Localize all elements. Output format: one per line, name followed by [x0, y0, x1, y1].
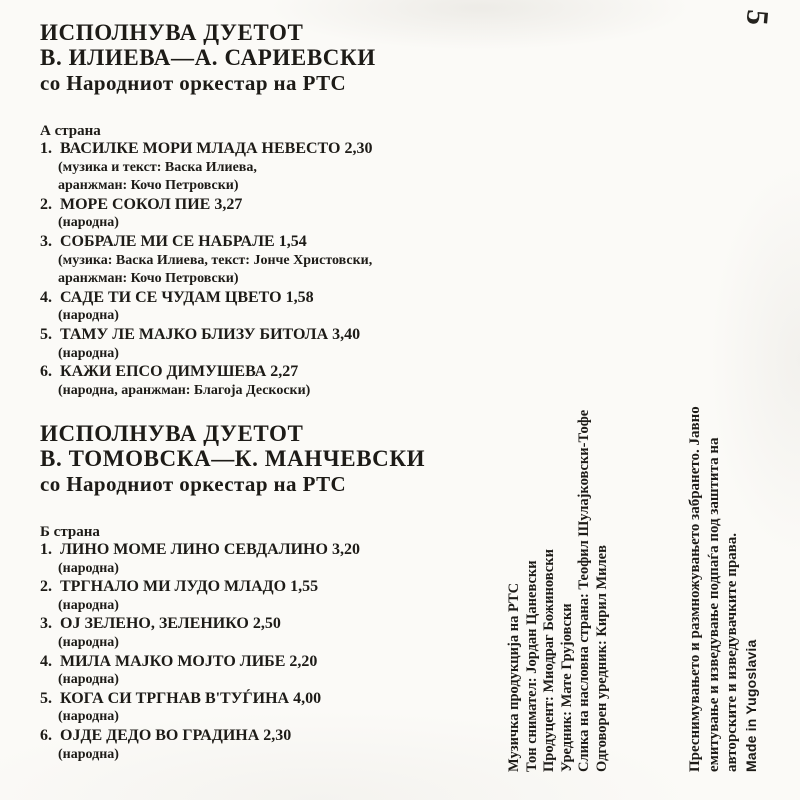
track-duration: 1,58	[285, 288, 314, 306]
track-note: (народна, аранжман: Благоја Дескоски)	[58, 382, 311, 398]
credit-line-cover-art: Слика на насловна страна: Теофил Шулајковски-Тофе	[576, 409, 593, 772]
track-title	[40, 140, 520, 159]
side-a-section	[40, 20, 520, 400]
track-duration: 2,50	[252, 615, 281, 633]
track-title	[40, 727, 520, 746]
track-duration: 1,54	[278, 232, 307, 250]
track-name: ВАСИЛКЕ МОРИ МЛАДА НЕВЕСТО	[60, 140, 341, 157]
credit-line-editor: Уредник: Мате Грујовски	[558, 603, 575, 772]
track-number: 6.	[40, 726, 52, 744]
track-title	[40, 578, 520, 597]
track-number: 4.	[40, 288, 52, 306]
track-note: (народна)	[58, 672, 119, 688]
track-number: 6.	[40, 363, 52, 381]
track-number: 1.	[40, 541, 52, 558]
track-note: (народна)	[58, 560, 119, 576]
track-note: (народна)	[58, 634, 119, 650]
credit-line-production: Музичка продукција на РТС	[506, 582, 522, 772]
track-note: аранжман: Кочо Петровски)	[58, 178, 239, 194]
credit-line-producer: Продуцент: Миодраг Божиновски	[541, 549, 558, 772]
track-duration: 2,30	[263, 726, 292, 744]
track-note: (музика и текст: Васка Илиева,	[58, 159, 257, 175]
track-name: СОБРАЛЕ МИ СЕ НАБРАЛЕ	[60, 232, 275, 250]
credit-line-sound-engineer: Тон снимател: Јордан Цаневски	[523, 560, 540, 772]
track-number: 1.	[40, 140, 52, 157]
track-title	[40, 326, 520, 345]
track-name: ТРГНАЛО МИ ЛУДО МЛАДО	[60, 578, 287, 596]
track-title	[40, 196, 520, 215]
side-a-duet-names: В. ИЛИЕВА—А. САРИЕВСКИ	[40, 45, 376, 70]
track-note: (народна)	[58, 215, 119, 231]
track-number: 3.	[40, 615, 52, 633]
production-credits	[506, 302, 612, 772]
track-duration: 1,55	[290, 578, 319, 596]
track-note: (народна)	[58, 597, 119, 613]
track-number: 3.	[40, 232, 52, 250]
track-duration: 2,30	[344, 140, 373, 157]
side-b-label: Б страна	[40, 524, 100, 540]
corner-press-mark: 5	[739, 8, 776, 27]
track-number: 2.	[40, 578, 52, 596]
track-number: 4.	[40, 652, 52, 670]
track-title	[40, 363, 520, 382]
track-number: 5.	[40, 325, 52, 343]
track-name: МОРЕ СОКОЛ ПИЕ	[60, 195, 211, 213]
legal-line: авторските и изведувачките права.	[724, 532, 741, 772]
track-note: аранжман: Кочо Петровски)	[58, 271, 239, 287]
track-duration: 2,27	[270, 363, 299, 381]
track-duration: 4,00	[293, 689, 322, 707]
track-name: ТАМУ ЛЕ МАЈКО БЛИЗУ БИТОЛА	[60, 325, 329, 343]
track-name: ОЈДЕ ДЕДО ВО ГРАДИНА	[60, 726, 260, 744]
side-b-performer-heading: ИСПОЛНУВА ДУЕТОТ	[40, 421, 304, 446]
legal-notice	[686, 307, 760, 772]
made-in-yugoslavia-line: Made in Yugoslavia	[742, 639, 759, 772]
track-number: 2.	[40, 195, 52, 213]
side-a-performer-heading: ИСПОЛНУВА ДУЕТОТ	[40, 20, 304, 45]
side-b-tracklist	[40, 541, 520, 764]
track-duration: 3,40	[332, 325, 361, 343]
track-duration: 3,20	[331, 541, 360, 558]
track-name: САДЕ ТИ СЕ ЧУДАМ ЦВЕТО	[60, 288, 282, 306]
track-number: 5.	[40, 689, 52, 707]
side-a-label: А страна	[40, 123, 101, 139]
track-title	[40, 541, 520, 560]
track-title	[40, 233, 520, 252]
side-b-duet-names: В. ТОМОВСКА—К. МАНЧЕВСКИ	[40, 446, 426, 471]
side-b-section	[40, 421, 520, 764]
track-title	[40, 615, 520, 634]
track-note: (музика: Васка Илиева, текст: Јонче Христовски,	[58, 252, 373, 268]
legal-line: емитување и изведување подпаѓа под заштита на	[705, 437, 722, 772]
track-name: ЛИНО МОМЕ ЛИНО СЕВДАЛИНО	[60, 541, 328, 558]
track-duration: 2,20	[289, 652, 318, 670]
track-note: (народна)	[58, 308, 119, 324]
track-name: ОЈ ЗЕЛЕНО, ЗЕЛЕНИКО	[60, 615, 249, 633]
credit-line-chief-editor: Одговорен уредник: Кирил Милев	[593, 545, 610, 772]
track-note: (народна)	[58, 345, 119, 361]
track-duration: 3,27	[214, 195, 243, 213]
side-a-orchestra-line: со Народниот оркестар на РТС	[40, 71, 347, 95]
track-note: (народна)	[58, 709, 119, 725]
track-title	[40, 289, 520, 308]
side-a-tracklist	[40, 140, 520, 400]
track-name: МИЛА МАЈКО МОЈТО ЛИБЕ	[60, 652, 286, 670]
track-name: КОГА СИ ТРГНАВ В'ТУЃИНА	[60, 689, 290, 707]
track-title	[40, 690, 520, 709]
track-title	[40, 653, 520, 672]
track-note: (народна)	[58, 746, 119, 762]
side-b-orchestra-line: со Народниот оркестар на РТС	[40, 472, 347, 496]
track-name: КАЖИ ЕПСО ДИМУШЕВА	[60, 363, 267, 381]
legal-line: Преснимувањето и размножувањето забрането. Јавно	[687, 406, 703, 772]
